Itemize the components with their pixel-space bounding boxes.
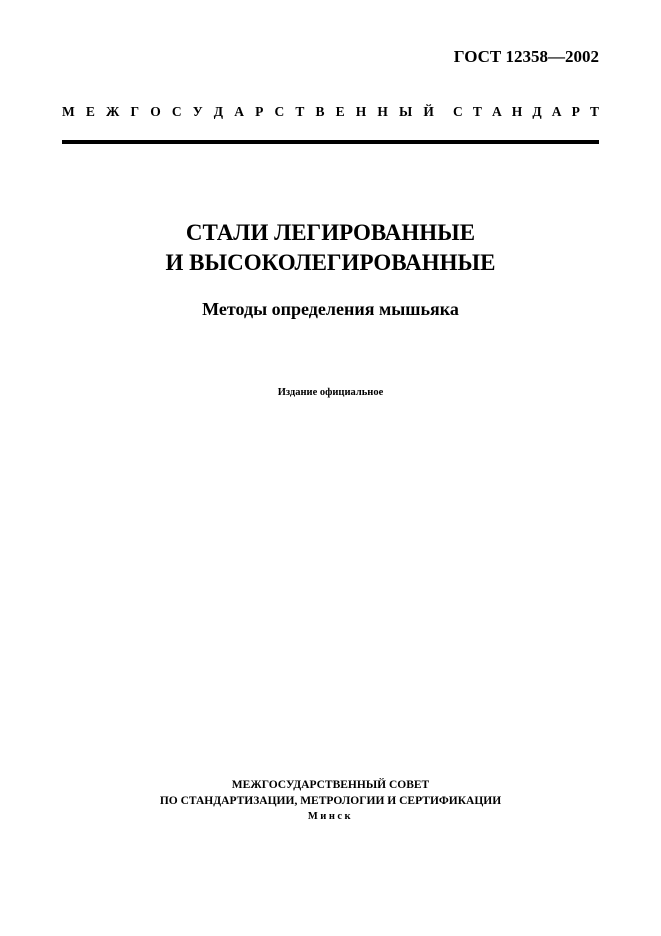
spaced-letter: Т (589, 104, 599, 119)
spaced-letter: Д (532, 104, 542, 119)
spaced-letter: О (150, 104, 161, 119)
spaced-letter: Р (571, 104, 580, 119)
spaced-letter: А (551, 104, 562, 119)
publisher-line-2: ПО СТАНДАРТИЗАЦИИ, МЕТРОЛОГИИ И СЕРТИФИКАЦИИ (159, 795, 502, 807)
spaced-letter: Т (472, 104, 482, 119)
publisher-block (0, 777, 661, 825)
spaced-letter: С (171, 104, 182, 119)
standard-type-word-interstate (62, 104, 434, 120)
title-line-2: И ВЫСОКОЛЕГИРОВАННЫЕ (165, 250, 496, 275)
spaced-letter: Н (355, 104, 367, 119)
spaced-letter: Е (85, 104, 95, 119)
standard-type-line (62, 104, 599, 120)
spaced-letter: С (274, 104, 285, 119)
document-title (0, 218, 661, 278)
spaced-letter: Д (213, 104, 224, 119)
spaced-letter: Й (423, 104, 434, 119)
edition-label: Издание официальное (277, 387, 384, 398)
spaced-letter: Н (511, 104, 523, 119)
spaced-letter: Н (377, 104, 388, 119)
spaced-letter: А (491, 104, 502, 119)
standard-type-word-standard (453, 104, 599, 120)
document-number: ГОСТ 12358—2002 (453, 47, 599, 66)
spaced-letter: Т (295, 104, 305, 119)
spaced-letter: В (315, 104, 325, 119)
spaced-letter: У (192, 104, 203, 119)
spaced-letter: Г (130, 104, 140, 119)
spaced-letter: Ы (399, 104, 413, 119)
spaced-letter: А (234, 104, 244, 119)
spaced-letter: М (62, 104, 75, 119)
spaced-letter: Е (335, 104, 345, 119)
spaced-letter: Р (255, 104, 264, 119)
spaced-letter: Ж (106, 104, 120, 119)
spaced-letter: С (453, 104, 463, 119)
publisher-line-1: МЕЖГОСУДАРСТВЕННЫЙ СОВЕТ (231, 779, 430, 791)
title-line-1: СТАЛИ ЛЕГИРОВАННЫЕ (185, 220, 476, 245)
header-divider (62, 140, 599, 144)
publisher-city: Минск (307, 811, 354, 822)
document-subtitle: Методы определения мышьяка (202, 299, 459, 319)
